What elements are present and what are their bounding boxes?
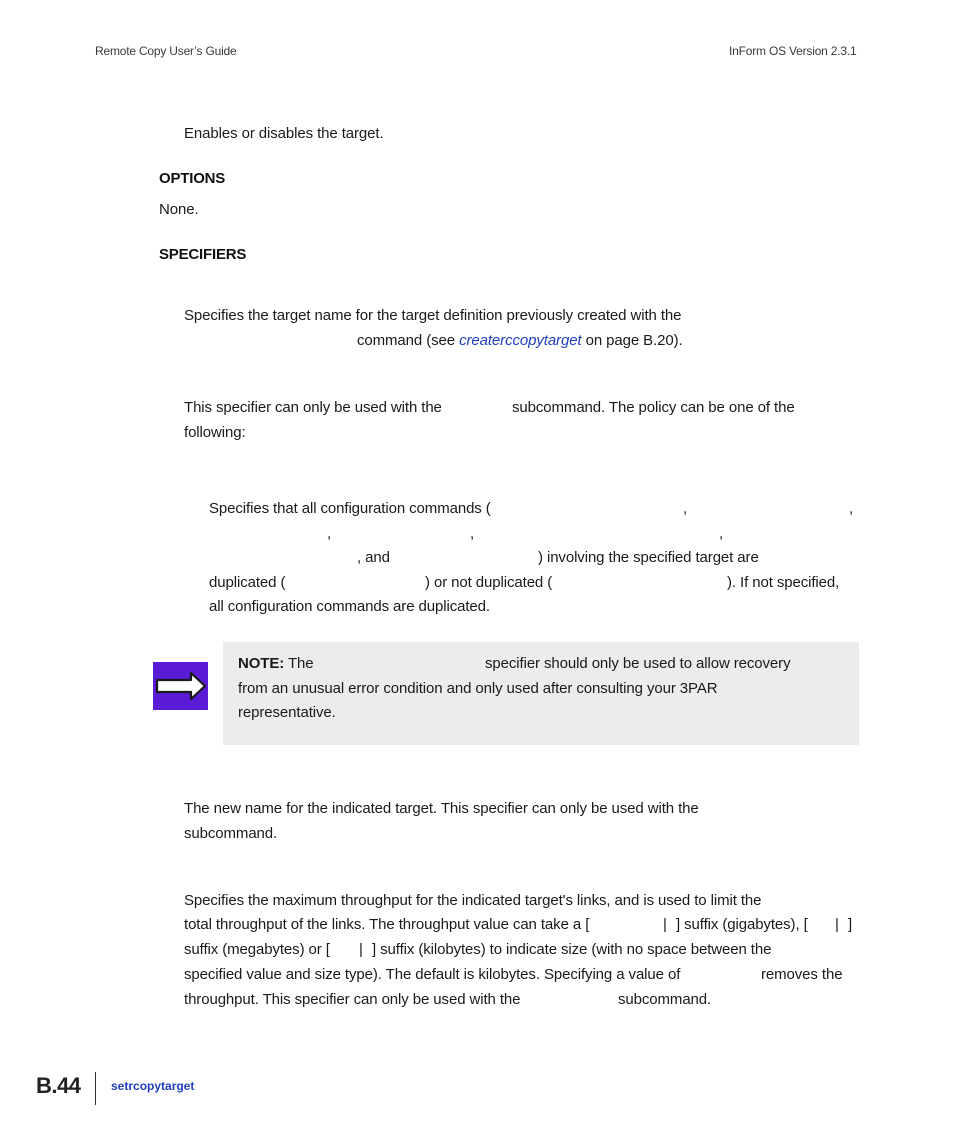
rename-desc-line2: subcommand. bbox=[184, 825, 278, 842]
note-line3: representative. bbox=[238, 704, 336, 721]
running-header-title: Remote Copy User’s Guide bbox=[95, 44, 237, 58]
throughput-desc-line4b: removes the bbox=[761, 966, 843, 983]
note-label: NOTE: bbox=[238, 655, 285, 672]
note-the: The bbox=[287, 655, 314, 672]
arrow-right-icon bbox=[153, 662, 208, 710]
target-name-desc-text: command (see bbox=[357, 332, 460, 349]
throughput-desc-line1: Specifies the maximum throughput for the indicated target's links, and is used to limit the bbox=[184, 892, 762, 909]
mirror-desc-line5: all configuration commands are duplicated. bbox=[209, 598, 490, 615]
throughput-desc-line5b: subcommand. bbox=[618, 991, 712, 1008]
note-arrow-icon bbox=[153, 662, 208, 710]
footer-divider bbox=[95, 1072, 96, 1105]
throughput-bar-3: | bbox=[359, 941, 363, 958]
mirror-desc-and: , and bbox=[357, 549, 390, 566]
throughput-desc-line4a: specified value and size type). The default is kilobytes. Specifying a value of bbox=[184, 966, 681, 983]
throughput-desc-line3b: ] suffix (kilobytes) to indicate size (with no space between the bbox=[372, 941, 772, 958]
throughput-desc-line2b: ] suffix (gigabytes), [ bbox=[676, 916, 808, 933]
mirror-desc-duplicated: duplicated ( bbox=[209, 574, 286, 591]
mirror-desc-involving: ) involving the specified target are bbox=[538, 549, 759, 566]
policy-desc-line2: following: bbox=[184, 424, 246, 441]
throughput-desc-line2c: ] bbox=[848, 916, 853, 933]
throughput-desc-line3a: suffix (megabytes) or [ bbox=[184, 941, 330, 958]
throughput-bar-1: | bbox=[663, 916, 667, 933]
mirror-comma-1: , bbox=[683, 500, 688, 517]
running-header-version: InForm OS Version 2.3.1 bbox=[729, 44, 857, 58]
throughput-desc-line2a: total throughput of the links. The throughput value can take a [ bbox=[184, 916, 590, 933]
options-text: None. bbox=[159, 201, 199, 218]
mirror-desc-if-not-specified: ). If not specified, bbox=[727, 574, 840, 591]
mirror-comma-5: , bbox=[719, 525, 724, 542]
note-line2: from an unusual error condition and only used after consulting your 3PAR bbox=[238, 680, 718, 697]
mirror-desc-not-duplicated: ) or not duplicated ( bbox=[425, 574, 553, 591]
policy-desc-line1a: This specifier can only be used with the bbox=[184, 399, 442, 416]
rename-desc-line1: The new name for the indicated target. This specifier can only be used with the bbox=[184, 800, 699, 817]
policy-desc-line1b: subcommand. The policy can be one of the bbox=[512, 399, 795, 416]
page-number: B.44 bbox=[36, 1073, 81, 1098]
target-name-page-ref: on page B.20). bbox=[581, 332, 683, 349]
mirror-comma-4: , bbox=[470, 525, 475, 542]
mirror-desc-line1: Specifies that all configuration commands ( bbox=[209, 500, 491, 517]
target-name-desc-line1: Specifies the target name for the target definition previously created with the bbox=[184, 307, 682, 324]
createrccopytarget-link[interactable]: createrccopytarget bbox=[459, 332, 582, 349]
footer-command-link[interactable]: setrcopytarget bbox=[111, 1079, 195, 1093]
note-line1a bbox=[238, 651, 314, 676]
target-name-desc-line2 bbox=[357, 328, 683, 353]
throughput-bar-2: | bbox=[835, 916, 839, 933]
intro-text: Enables or disables the target. bbox=[184, 125, 384, 142]
throughput-desc-line5a: throughput. This specifier can only be used with the bbox=[184, 991, 521, 1008]
specifiers-heading: SPECIFIERS bbox=[159, 246, 247, 263]
mirror-comma-3: , bbox=[327, 525, 332, 542]
note-line1b: specifier should only be used to allow recovery bbox=[485, 655, 791, 672]
options-heading: OPTIONS bbox=[159, 170, 226, 187]
mirror-comma-2: , bbox=[849, 500, 854, 517]
